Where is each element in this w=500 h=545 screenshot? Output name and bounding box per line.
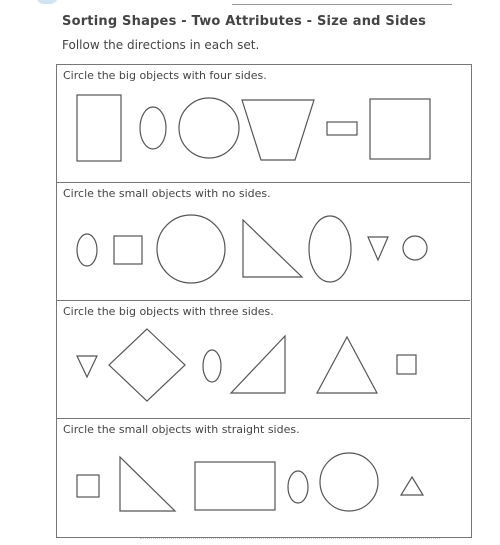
sets-container bbox=[56, 64, 472, 538]
small-oval-shape bbox=[140, 107, 166, 149]
big-square-shape bbox=[370, 99, 430, 159]
set-2-shapes bbox=[57, 183, 470, 301]
set-3-shapes bbox=[57, 301, 470, 419]
tall-rectangle-shape bbox=[77, 95, 121, 161]
set-1-shapes bbox=[57, 65, 470, 183]
big-oval-shape bbox=[309, 216, 351, 282]
small-oval-shape bbox=[77, 234, 97, 266]
worksheet-directions: Follow the directions in each set. bbox=[62, 38, 260, 52]
small-inverted-triangle-shape bbox=[77, 356, 97, 377]
set-4-shapes bbox=[57, 419, 470, 537]
set-2 bbox=[57, 183, 470, 301]
big-right-triangle-shape bbox=[231, 336, 285, 393]
set-3 bbox=[57, 301, 470, 419]
small-circle-shape bbox=[403, 236, 427, 260]
set-3-instruction: Circle the big objects with three sides. bbox=[63, 305, 274, 318]
big-rectangle-shape bbox=[195, 462, 275, 510]
big-diamond-shape bbox=[109, 329, 185, 401]
worksheet-title: Sorting Shapes - Two Attributes - Size and Sides bbox=[62, 14, 427, 29]
small-rectangle-shape bbox=[327, 122, 357, 135]
big-circle-shape bbox=[179, 98, 239, 158]
small-square-shape bbox=[114, 236, 142, 264]
set-1-instruction: Circle the big objects with four sides. bbox=[63, 69, 267, 82]
small-triangle-shape bbox=[401, 477, 423, 495]
corner-logo bbox=[36, 0, 58, 4]
small-square-shape bbox=[77, 475, 99, 497]
big-triangle-shape bbox=[317, 337, 377, 393]
small-oval-shape bbox=[288, 471, 308, 503]
big-circle-shape bbox=[320, 453, 378, 511]
big-circle-shape bbox=[157, 215, 225, 283]
small-square-shape bbox=[397, 355, 416, 374]
big-right-triangle-shape bbox=[120, 457, 175, 511]
name-line bbox=[232, 0, 452, 5]
set-4 bbox=[57, 419, 470, 537]
small-inverted-triangle-shape bbox=[368, 237, 388, 260]
small-oval-shape bbox=[203, 350, 221, 382]
trapezoid-shape bbox=[242, 100, 314, 160]
set-2-instruction: Circle the small objects with no sides. bbox=[63, 187, 271, 200]
set-1 bbox=[57, 65, 470, 183]
set-4-instruction: Circle the small objects with straight sides. bbox=[63, 423, 300, 436]
right-triangle-shape bbox=[243, 220, 302, 277]
